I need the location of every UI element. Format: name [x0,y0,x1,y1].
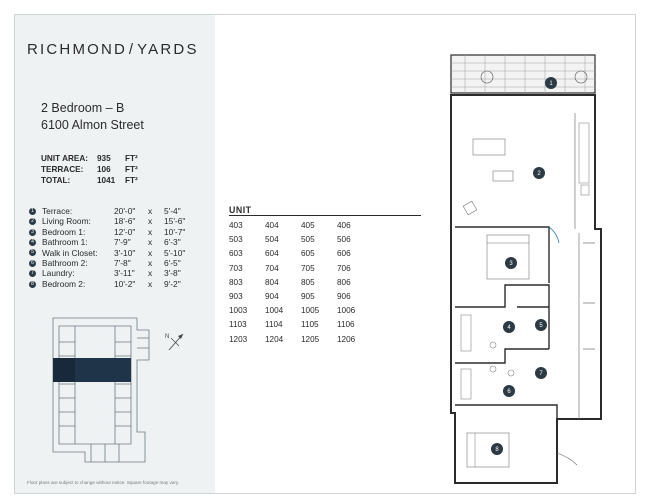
unit-cell: 503 [229,235,243,245]
room-marker: 8 [29,281,36,288]
unit-cell: 1003 [229,306,248,316]
room-row [29,258,185,268]
unit-cell: 905 [301,292,315,302]
unit-cell: 505 [301,235,315,245]
table-row [229,262,373,276]
unit-cell: 1205 [301,334,320,344]
table-row [229,304,373,318]
unit-cell: 706 [337,263,351,273]
room-dim-2: 5'-4" [164,206,181,216]
unit-cell: 403 [229,221,243,230]
unit-cell: 804 [265,277,279,287]
room-dim-sep: x [148,268,153,279]
room-dim-1: 12'-0" [114,226,136,237]
floorplan-marker: 6 [507,389,511,395]
room-dim-sep: x [148,247,153,258]
building-key-plan [45,312,157,468]
room-name: Bedroom 2: [42,278,86,289]
room-dim-1: 18'-6" [114,216,136,227]
room-name: Bedroom 1: [42,226,86,237]
unit-cell: 1006 [337,306,356,316]
room-marker: 4 [29,239,36,246]
area-unit: FT² [125,165,138,174]
room-name: Walk in Closet: [42,247,98,258]
unit-cell: 906 [337,292,351,302]
floorplan-marker: 1 [549,81,553,87]
unit-cell: 1005 [301,306,320,316]
room-dim-2: 5'-10" [164,247,186,258]
unit-cell: 704 [265,263,279,273]
room-row [29,279,185,289]
unit-cell: 606 [337,249,351,259]
table-row [229,219,373,233]
room-marker: 3 [29,229,36,236]
brand-logo [27,41,199,58]
unit-cell: 904 [265,292,279,302]
unit-cell: 1106 [337,320,355,330]
unit-cell: 506 [337,235,351,245]
room-name: Living Room: [42,216,91,227]
unit-cell: 1206 [337,334,356,344]
unit-cell: 604 [265,249,279,259]
room-dim-1: 3'-11" [114,268,135,279]
area-label: TOTAL: [41,176,71,185]
floorplan-marker: 4 [507,325,511,331]
disclaimer-footnote: Floor plans are subject to change without notice. Square footage may vary. [27,480,180,485]
room-dim-1: 10'-2" [114,278,136,289]
table-row [229,333,373,347]
unit-cell: 404 [265,221,279,230]
unit-cell: 806 [337,277,351,287]
area-unit: FT² [125,154,138,163]
room-name: Terrace: [42,206,73,216]
room-name: Laundry: [42,268,75,279]
unit-cell: 1105 [301,320,319,330]
floorplan-marker: 2 [537,171,541,177]
floorplan-marker: 7 [539,371,543,377]
room-dim-2: 10'-7" [164,226,186,237]
floorplan-marker: 3 [509,261,513,267]
area-unit: FT² [125,176,138,185]
room-name: Bathroom 2: [42,258,88,269]
unit-cell: 1204 [265,334,284,344]
unit-cell: 903 [229,292,243,302]
floorplan-sheet [14,14,636,494]
room-dim-sep: x [148,206,153,216]
brand-right: YARDS [137,41,199,58]
unit-cell: 1004 [265,306,284,316]
unit-cell: 705 [301,263,315,273]
unit-cell: 1103 [229,320,247,330]
unit-cell: 405 [301,221,315,230]
brand-left: RICHMOND [27,41,128,58]
area-label: UNIT AREA: [41,154,88,163]
room-dim-sep: x [148,216,153,227]
area-row [41,175,138,186]
unit-cell: 1104 [265,320,283,330]
room-row [29,237,185,247]
room-dim-2: 3'-8" [164,268,181,279]
unit-cell: 803 [229,277,243,287]
compass-label: N [165,334,170,340]
room-row [29,206,185,216]
room-dimensions-list [29,206,185,289]
unit-floor-plan [445,53,605,489]
table-row [229,247,373,261]
table-row [229,290,373,304]
unit-cell: 504 [265,235,279,245]
room-marker: 1 [29,208,36,215]
room-dim-2: 6'-3" [164,237,181,248]
plan-address: 6100 Almon Street [41,118,144,132]
unit-cell: 605 [301,249,315,259]
unit-cell: 703 [229,263,243,273]
room-dim-2: 9'-2" [164,278,181,289]
room-dim-sep: x [148,226,153,237]
brand-slash: / [128,41,136,58]
room-marker: 7 [29,270,36,277]
area-value: 1041 [97,176,116,185]
unit-cell: 603 [229,249,243,259]
area-summary [41,153,138,186]
north-arrow-icon [161,326,191,356]
room-marker: 2 [29,218,36,225]
floorplan-marker: 8 [495,447,499,453]
room-dim-1: 3'-10" [114,247,136,258]
table-row [229,276,373,290]
room-dim-1: 7'-8" [114,258,131,269]
room-dim-1: 20'-0" [114,206,136,216]
info-sidebar [15,15,215,493]
units-table [229,219,373,347]
unit-cell: 1203 [229,334,248,344]
room-dim-sep: x [148,237,153,248]
room-marker: 5 [29,249,36,256]
room-dim-2: 6'-5" [164,258,181,269]
area-row [41,153,138,164]
plan-title: 2 Bedroom – B [41,101,125,115]
table-row [229,318,373,332]
room-name: Bathroom 1: [42,237,88,248]
floorplan-marker: 5 [539,323,543,329]
units-divider [229,215,421,216]
area-row [41,164,138,175]
room-row [29,268,185,278]
room-marker: 6 [29,260,36,267]
room-row [29,248,185,258]
room-row [29,216,185,226]
room-dim-1: 7'-9" [114,237,131,248]
area-value: 106 [97,165,111,174]
area-label: TERRACE: [41,165,84,174]
units-header: UNIT [229,205,252,215]
unit-cell: 406 [337,221,351,230]
area-value: 935 [97,154,111,163]
table-row [229,233,373,247]
room-row [29,227,185,237]
room-dim-2: 15'-6" [164,216,186,227]
room-dim-sep: x [148,278,153,289]
unit-cell: 805 [301,277,315,287]
room-dim-sep: x [148,258,153,269]
